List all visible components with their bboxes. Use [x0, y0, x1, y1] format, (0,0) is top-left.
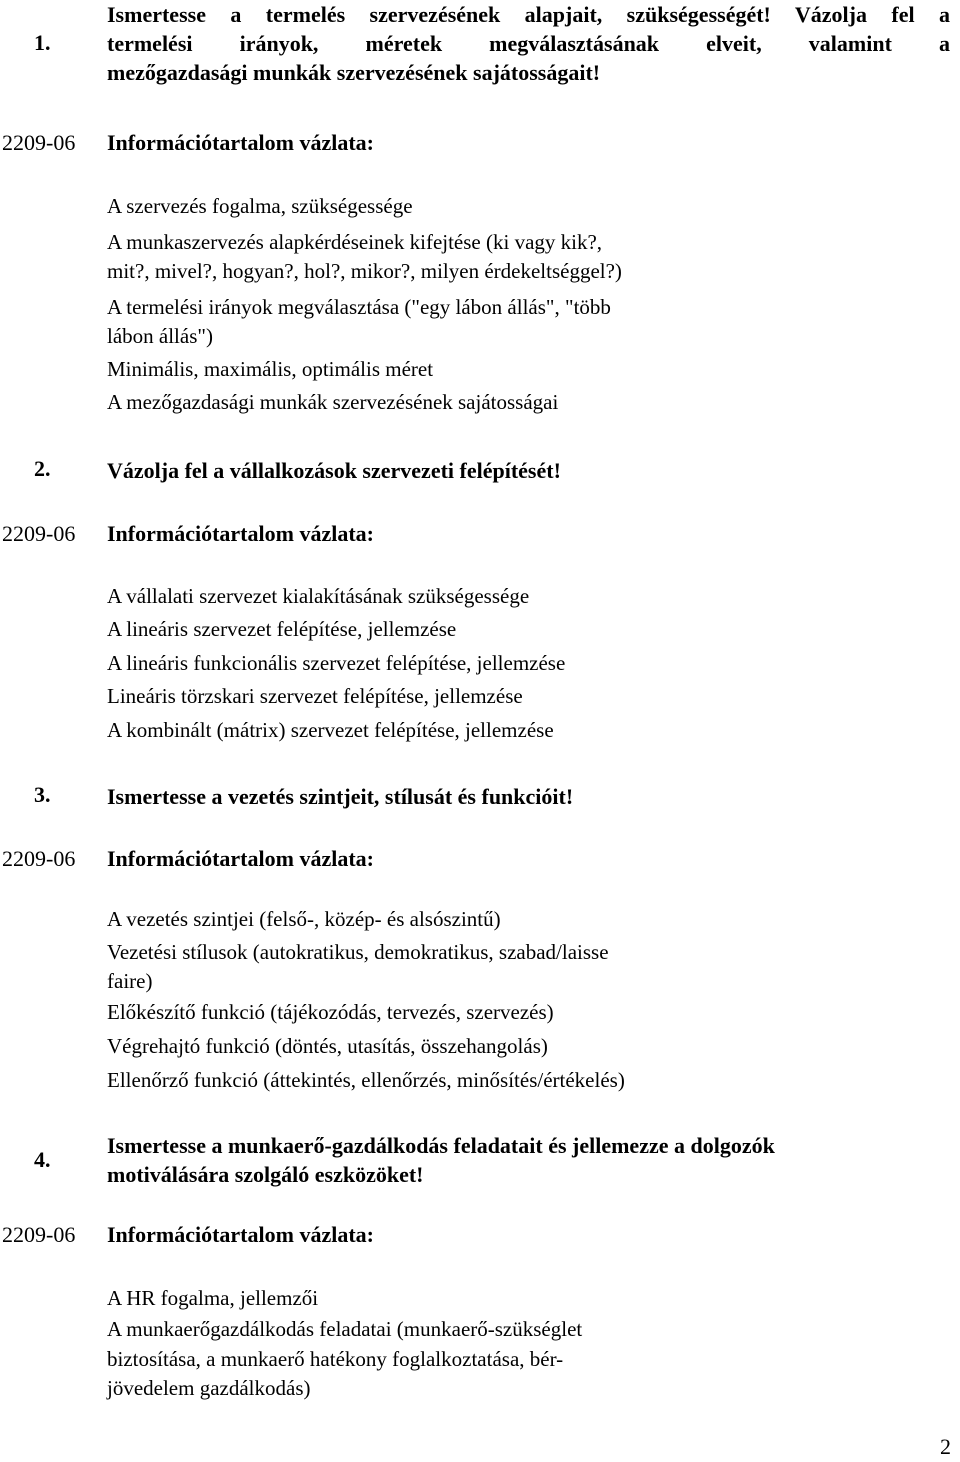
- question-1-outline-label: Információtartalom vázlata:: [107, 130, 374, 155]
- question-2-code: 2209-06: [2, 521, 76, 546]
- question-4-topic-3: biztosítása, a munkaerő hatékony foglalkoztatása, bér-: [107, 1347, 564, 1371]
- question-1-topic-4: A termelési irányok megválasztása ("egy lábon állás", "több: [107, 295, 611, 319]
- question-2-number: 2.: [34, 456, 51, 481]
- question-3-topic-4: Előkészítő funkció (tájékozódás, tervezés, szervezés): [107, 1000, 554, 1024]
- question-4-title-line-1: Ismertesse a munkaerő-gazdálkodás feladatait és jellemezze a dolgozók: [107, 1133, 775, 1158]
- page-number: 2: [940, 1434, 951, 1459]
- question-3-code: 2209-06: [2, 846, 76, 871]
- question-3-topic-2: Vezetési stílusok (autokratikus, demokratikus, szabad/laisse: [107, 940, 609, 964]
- question-3-outline-label: Információtartalom vázlata:: [107, 846, 374, 871]
- question-2-topic-5: A kombinált (mátrix) szervezet felépítése, jellemzése: [107, 718, 554, 742]
- question-1-topic-3: mit?, mivel?, hogyan?, hol?, mikor?, milyen érdekeltséggel?): [107, 259, 622, 283]
- question-1-code: 2209-06: [2, 130, 76, 155]
- question-4-topic-4: jövedelem gazdálkodás): [107, 1376, 311, 1400]
- question-3-topic-3: faire): [107, 969, 153, 993]
- question-2-topic-1: A vállalati szervezet kialakításának szükségessége: [107, 584, 530, 608]
- question-2-outline-label: Információtartalom vázlata:: [107, 521, 374, 546]
- question-1-title-line-1: Ismertesse a termelés szervezésének alapjait, szükségességét! Vázolja fel a: [107, 2, 950, 27]
- question-3-number: 3.: [34, 782, 51, 807]
- question-4-topic-2: A munkaerőgazdálkodás feladatai (munkaerő-szükséglet: [107, 1317, 583, 1341]
- question-2-topic-2: A lineáris szervezet felépítése, jellemzése: [107, 617, 457, 641]
- question-4-number: 4.: [34, 1147, 51, 1172]
- question-4-code: 2209-06: [2, 1222, 76, 1247]
- question-2-title: Vázolja fel a vállalkozások szervezeti felépítését!: [107, 458, 561, 483]
- question-1-title-line-2: termelési irányok, méretek megválasztásának elveit, valamint a: [107, 31, 950, 56]
- question-1-topic-2: A munkaszervezés alapkérdéseinek kifejtése (ki vagy kik?,: [107, 230, 603, 254]
- question-1-topic-6: Minimális, maximális, optimális méret: [107, 357, 434, 381]
- question-1-topic-7: A mezőgazdasági munkák szervezésének sajátosságai: [107, 390, 559, 414]
- question-4-outline-label: Információtartalom vázlata:: [107, 1222, 374, 1247]
- question-4-topic-1: A HR fogalma, jellemzői: [107, 1286, 319, 1310]
- question-3-topic-1: A vezetés szintjei (felső-, közép- és alsószintű): [107, 907, 501, 931]
- question-1-topic-1: A szervezés fogalma, szükségessége: [107, 194, 413, 218]
- question-1-number: 1.: [34, 30, 51, 55]
- question-2-topic-3: A lineáris funkcionális szervezet felépítése, jellemzése: [107, 651, 566, 675]
- question-3-topic-6: Ellenőrző funkció (áttekintés, ellenőrzés, minősítés/értékelés): [107, 1068, 625, 1092]
- question-1-title-line-3: mezőgazdasági munkák szervezésének sajátosságait!: [107, 60, 601, 85]
- question-1-topic-5: lábon állás"): [107, 324, 213, 348]
- question-1-title: [107, 0, 950, 87]
- question-2-topic-4: Lineáris törzskari szervezet felépítése, jellemzése: [107, 684, 523, 708]
- question-3-title: Ismertesse a vezetés szintjeit, stílusát és funkcióit!: [107, 784, 574, 809]
- question-4-title-line-2: motiválására szolgáló eszközöket!: [107, 1162, 424, 1187]
- question-3-topic-5: Végrehajtó funkció (döntés, utasítás, összehangolás): [107, 1034, 548, 1058]
